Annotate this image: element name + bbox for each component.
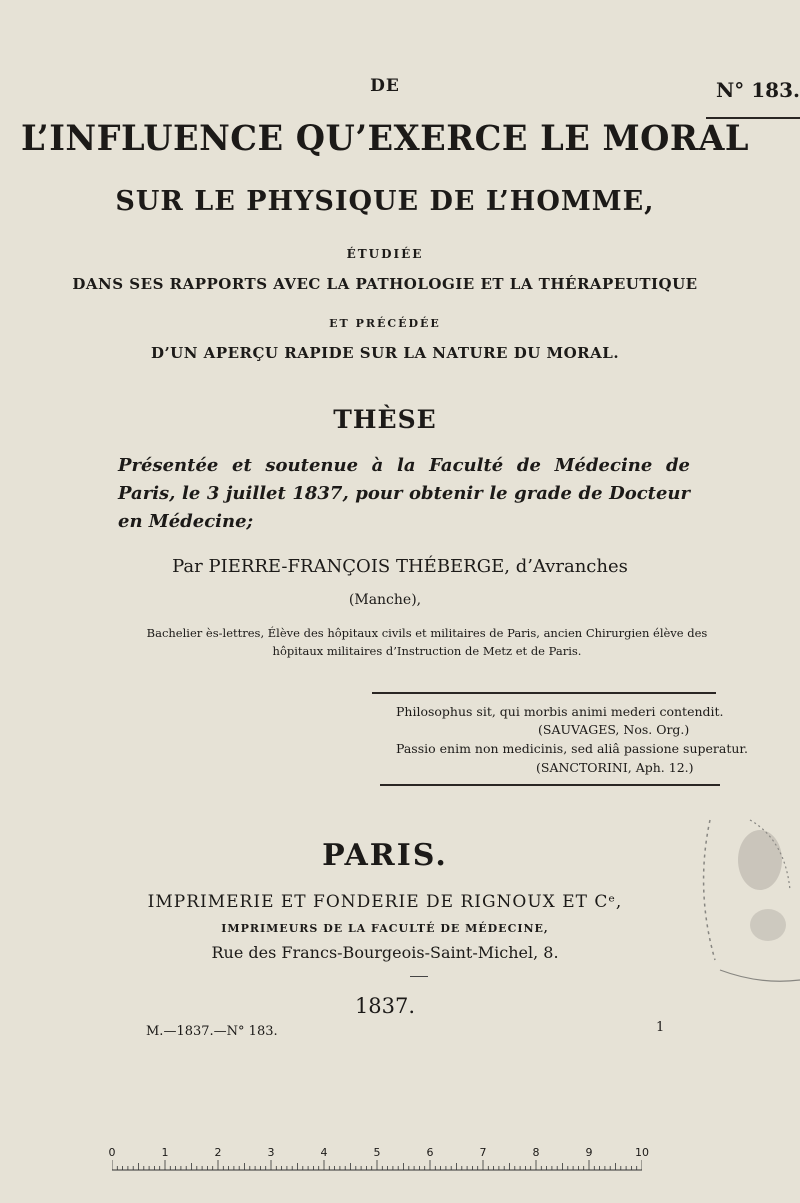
imprint-year: 1837. [354, 994, 416, 1018]
measurement-ruler [108, 1146, 649, 1178]
imprint-printer: IMPRIMERIE ET FONDERIE DE RIGNOUX ET Cᵉ, [147, 892, 623, 912]
ruler-label: 6 [426, 1146, 434, 1159]
epigraph-quote-2: Passio enim non medicinis, sed aliâ passione superatur. [396, 741, 748, 756]
epigraph-rule-bottom [380, 784, 720, 786]
main-title: L’INFLUENCE QU’EXERCE LE MORAL [21, 118, 749, 159]
presentation-statement: Présentée et soutenue à la Faculté de Médecine de Paris, le 3 juillet 1837, pour obtenir le grade de Docteur en Médecine; [118, 455, 690, 532]
main-title-line2: SUR LE PHYSIQUE DE L’HOMME, [115, 186, 655, 217]
subtitle-precedee: ET PRÉCÉDÉE [329, 317, 441, 330]
ruler-label: 2 [214, 1146, 222, 1159]
author-line: Par PIERRE-FRANÇOIS THÉBERGE, d’Avranches [172, 556, 628, 577]
subtitle-etudiee: ÉTUDIÉE [346, 247, 424, 261]
ruler-label: 3 [267, 1146, 275, 1159]
ruler-label: 8 [532, 1146, 540, 1159]
epigraph-quote-1: Philosophus sit, qui morbis animi mederi contendit. [396, 704, 724, 719]
author-origin: (Manche), [348, 592, 422, 608]
title-prefix: DE [370, 76, 400, 96]
thesis-number: N° 183. [716, 78, 800, 102]
subtitle-rapports: DANS SES RAPPORTS AVEC LA PATHOLOGIE ET LA THÉRAPEUTIQUE [72, 275, 698, 293]
library-stamp-icon [690, 780, 800, 1010]
ruler-label: 4 [320, 1146, 328, 1159]
subtitle-apercu: D’UN APERÇU RAPIDE SUR LA NATURE DU MORAL. [150, 344, 620, 362]
ruler-label: 7 [479, 1146, 487, 1159]
epigraph-rule-top [372, 692, 716, 694]
ruler-label: 0 [108, 1146, 116, 1159]
ruler-label: 9 [585, 1146, 593, 1159]
signature-mark: M.—1837.—N° 183. [146, 1024, 278, 1039]
year-dash [410, 976, 428, 977]
ruler-label: 1 [161, 1146, 169, 1159]
epigraph-source-1: (SAUVAGES, Nos. Org.) [538, 722, 690, 737]
these-heading: THÈSE [333, 405, 437, 434]
imprint-city: PARIS. [322, 838, 448, 873]
epigraph-source-2: (SANCTORINI, Aph. 12.) [536, 760, 694, 775]
imprint-role: IMPRIMEURS DE LA FACULTÉ DE MÉDECINE, [221, 922, 549, 935]
ruler-label: 10 [635, 1146, 649, 1159]
ruler-label: 5 [373, 1146, 381, 1159]
imprint-address: Rue des Francs-Bourgeois-Saint-Michel, 8. [211, 943, 559, 962]
page-number: 1 [656, 1020, 665, 1035]
author-titles: Bachelier ès-lettres, Élève des hôpitaux civils et militaires de Paris, ancien Chirurgien élève des hôpitaux militaires d’Instruction de Metz et de Paris. [146, 626, 708, 658]
